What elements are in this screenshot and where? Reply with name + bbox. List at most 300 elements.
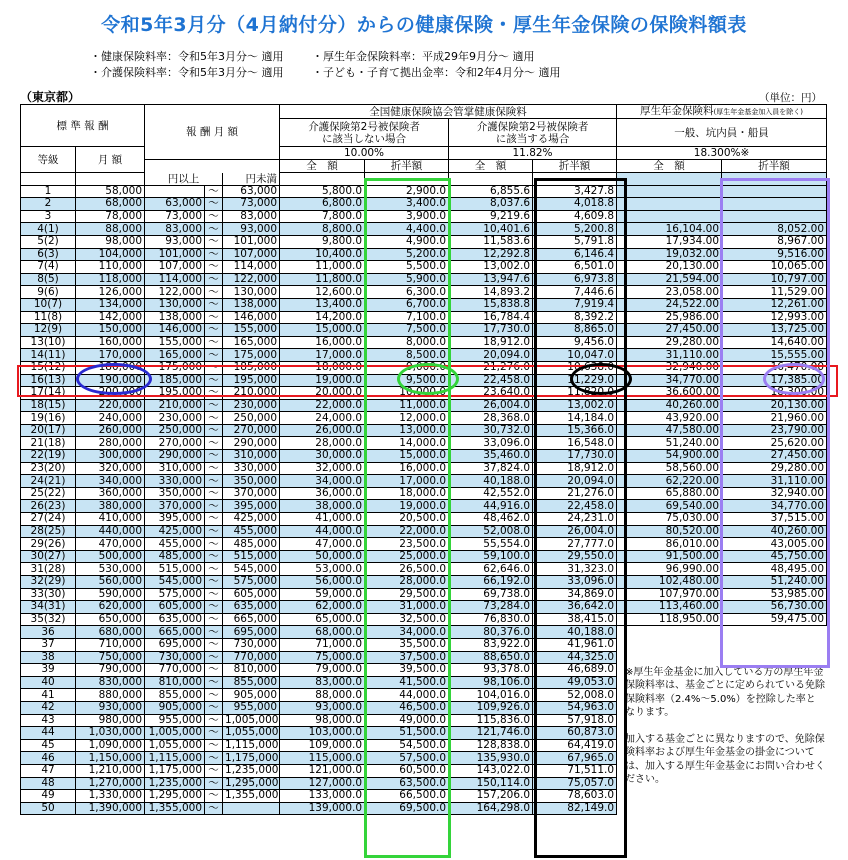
footnote: ※厚生年金基金に加入している方の厚生年金保険料率は、基金ごとに定められている免除保険料率（2.4%～5.0%）を控除した率となります。 加入する基金ごとに異なりますので、免除保険料率および厚生年金基金の掛金については、加入する厚生年金基金にお問い合わせください。 [625,667,825,786]
tilde-cell: ～ [205,298,223,311]
tilde-cell: ～ [205,525,223,538]
pension-half-cell: 20,130.00 [722,399,827,412]
total-care-cell: 15,838.8 [449,298,533,311]
total-care-cell: 13,002.0 [449,261,533,274]
tilde-cell: ～ [205,777,223,790]
pay-to-cell: 210,000 [223,387,280,400]
pension-total-cell: 25,986.00 [617,311,722,324]
total-not-care-cell: 65,000.0 [280,613,365,626]
half-care-cell: 71,511.0 [533,764,617,777]
total-not-care-cell: 11,000.0 [280,261,365,274]
grade-cell: 34(31) [21,601,76,614]
pay-to-cell: 810,000 [223,664,280,677]
half-care-cell: 6,973.8 [533,273,617,286]
pension-total-cell: 80,520.00 [617,525,722,538]
pay-from-cell: 695,000 [145,638,205,651]
half-care-cell: 82,149.0 [533,802,617,815]
tilde-cell: ～ [205,198,223,211]
pension-total-cell: 29,280.00 [617,336,722,349]
tilde-cell: ～ [205,500,223,513]
standard-amount-cell: 200,000 [76,387,145,400]
standard-amount-cell: 170,000 [76,349,145,362]
standard-amount-cell: 1,150,000 [76,752,145,765]
pension-total-cell: 16,104.00 [617,223,722,236]
pay-from-cell: 770,000 [145,664,205,677]
half-not-care-cell: 5,900.0 [365,273,449,286]
pension-half-cell: 11,529.00 [722,286,827,299]
standard-amount-cell: 1,270,000 [76,777,145,790]
half-care-cell: 21,276.0 [533,487,617,500]
pay-to-cell: 93,000 [223,223,280,236]
half-care-cell: 36,642.0 [533,601,617,614]
table-row [21,450,827,463]
pension-total-cell: 65,880.00 [617,487,722,500]
table-row [21,185,827,198]
header-kyokai: 全国健康保険協会管掌健康保険料 [280,105,617,119]
half-not-care-cell: 57,500.0 [365,752,449,765]
pay-to-cell: 230,000 [223,399,280,412]
pension-total-cell: 21,594.00 [617,273,722,286]
pay-from-cell: 73,000 [145,210,205,223]
total-care-cell: 76,830.0 [449,613,533,626]
standard-amount-cell: 150,000 [76,324,145,337]
total-not-care-cell: 71,000.0 [280,638,365,651]
grade-cell: 50 [21,802,76,815]
pay-from-cell: 93,000 [145,235,205,248]
half-care-cell: 13,002.0 [533,399,617,412]
half-care-cell: 6,501.0 [533,261,617,274]
pension-total-cell: 27,450.00 [617,324,722,337]
standard-amount-cell: 790,000 [76,664,145,677]
half-not-care-cell: 34,000.0 [365,626,449,639]
tilde-cell: ～ [205,689,223,702]
tilde-cell: ～ [205,664,223,677]
pay-to-cell: 138,000 [223,298,280,311]
pay-from-cell: 101,000 [145,248,205,261]
half-not-care-cell: 7,100.0 [365,311,449,324]
total-not-care-cell: 93,000.0 [280,701,365,714]
pay-from-cell: 1,355,000 [145,802,205,815]
total-not-care-cell: 19,000.0 [280,374,365,387]
half-care-cell: 75,057.0 [533,777,617,790]
pension-half-cell: 40,260.00 [722,525,827,538]
grade-cell: 46 [21,752,76,765]
total-not-care-cell: 98,000.0 [280,714,365,727]
half-care-cell: 8,865.0 [533,324,617,337]
total-care-cell: 30,732.0 [449,424,533,437]
pension-half-cell: 34,770.00 [722,500,827,513]
pension-half-cell: 27,450.00 [722,450,827,463]
total-care-cell: 48,462.0 [449,513,533,526]
pay-to-cell: 107,000 [223,248,280,261]
standard-amount-cell: 320,000 [76,462,145,475]
grade-cell: 39 [21,664,76,677]
grade-cell: 26(23) [21,500,76,513]
pay-from-cell: 250,000 [145,424,205,437]
half-care-cell: 10,638.0 [533,361,617,374]
half-care-cell: 7,446.6 [533,286,617,299]
tilde-cell: ～ [205,349,223,362]
header-pension [617,105,827,119]
total-not-care-cell: 127,000.0 [280,777,365,790]
header-total-2: 全 額 [449,160,533,173]
tilde-cell: ～ [205,248,223,261]
pay-from-cell: 955,000 [145,714,205,727]
pension-half-cell: 8,052.00 [722,223,827,236]
standard-amount-cell: 98,000 [76,235,145,248]
half-not-care-cell: 66,500.0 [365,790,449,803]
header-total-3: 全 額 [617,160,722,173]
half-not-care-cell: 25,000.0 [365,550,449,563]
header-grade: 等級 [21,147,76,173]
pay-from-cell: 1,115,000 [145,752,205,765]
total-care-cell: 83,922.0 [449,638,533,651]
grade-cell: 20(17) [21,424,76,437]
half-not-care-cell: 2,900.0 [365,185,449,198]
total-not-care-cell: 24,000.0 [280,412,365,425]
total-care-cell: 35,460.0 [449,450,533,463]
table-row [21,412,827,425]
table-row [21,638,827,651]
total-care-cell: 98,106.0 [449,676,533,689]
pension-half-cell: 23,790.00 [722,424,827,437]
half-not-care-cell: 60,500.0 [365,764,449,777]
pension-total-cell: 40,260.00 [617,399,722,412]
total-not-care-cell: 83,000.0 [280,676,365,689]
note-child-rate: ・子ども・子育て拠出金率：令和2年4月分～ 適用 [312,66,561,79]
pay-to-cell: 1,005,000 [223,714,280,727]
pension-total-cell: 107,970.00 [617,588,722,601]
grade-cell: 38 [21,651,76,664]
standard-amount-cell: 88,000 [76,223,145,236]
pay-to-cell: 175,000 [223,349,280,362]
pension-total-cell [617,210,722,223]
standard-amount-cell: 440,000 [76,525,145,538]
tilde-cell: ～ [205,513,223,526]
pension-total-cell [617,626,722,639]
total-care-cell: 18,912.0 [449,336,533,349]
pay-to-cell: 83,000 [223,210,280,223]
grade-cell: 28(25) [21,525,76,538]
standard-amount-cell: 680,000 [76,626,145,639]
half-care-cell: 52,008.0 [533,689,617,702]
total-not-care-cell: 59,000.0 [280,588,365,601]
half-not-care-cell: 28,000.0 [365,576,449,589]
standard-amount-cell: 1,390,000 [76,802,145,815]
table-row [21,324,827,337]
pension-half-cell: 10,797.00 [722,273,827,286]
total-care-cell: 9,219.6 [449,210,533,223]
half-not-care-cell: 31,000.0 [365,601,449,614]
half-care-cell: 15,366.0 [533,424,617,437]
standard-amount-cell: 280,000 [76,437,145,450]
tilde-cell: ～ [205,790,223,803]
pay-to-cell: 330,000 [223,462,280,475]
grade-cell: 13(10) [21,336,76,349]
total-not-care-cell: 16,000.0 [280,336,365,349]
pay-to-cell: 515,000 [223,550,280,563]
total-care-cell: 69,738.0 [449,588,533,601]
tilde-cell: ～ [205,361,223,374]
grade-cell: 47 [21,764,76,777]
pay-from-cell: 138,000 [145,311,205,324]
total-not-care-cell: 53,000.0 [280,563,365,576]
pension-half-cell: 8,967.00 [722,235,827,248]
pay-to-cell: 63,000 [223,185,280,198]
half-care-cell: 9,456.0 [533,336,617,349]
pension-total-cell: 75,030.00 [617,513,722,526]
pay-to-cell: 665,000 [223,613,280,626]
pension-half-cell: 13,725.00 [722,324,827,337]
rate-care: 11.82% [449,147,617,160]
pay-from-cell: 635,000 [145,613,205,626]
grade-cell: 29(26) [21,538,76,551]
half-care-cell: 49,053.0 [533,676,617,689]
pay-from-cell: 515,000 [145,563,205,576]
standard-amount-cell: 300,000 [76,450,145,463]
total-not-care-cell: 88,000.0 [280,689,365,702]
pension-half-cell: 16,470.00 [722,361,827,374]
grade-cell: 19(16) [21,412,76,425]
half-not-care-cell: 5,200.0 [365,248,449,261]
pay-to-cell: 1,235,000 [223,764,280,777]
header-half-1: 折半額 [365,160,449,173]
table-row [21,273,827,286]
pension-half-cell: 14,640.00 [722,336,827,349]
pay-to-cell: 73,000 [223,198,280,211]
pay-from-cell: 575,000 [145,588,205,601]
standard-amount-cell: 240,000 [76,412,145,425]
tilde-cell: ～ [205,714,223,727]
pension-half-cell: 21,960.00 [722,412,827,425]
grade-cell: 14(11) [21,349,76,362]
header-amount: 月 額 [76,147,145,173]
standard-amount-cell: 340,000 [76,475,145,488]
rate-pension: 18.300%※ [617,147,827,160]
total-not-care-cell: 115,000.0 [280,752,365,765]
standard-amount-cell: 190,000 [76,374,145,387]
table-row [21,601,827,614]
pay-from-cell: 185,000 [145,374,205,387]
grade-cell: 44 [21,727,76,740]
half-care-cell: 5,200.8 [533,223,617,236]
pay-from-cell: 122,000 [145,286,205,299]
half-not-care-cell: 4,400.0 [365,223,449,236]
half-not-care-cell: 23,500.0 [365,538,449,551]
standard-amount-cell: 980,000 [76,714,145,727]
tilde-cell: ～ [205,701,223,714]
half-not-care-cell: 12,000.0 [365,412,449,425]
grade-cell: 7(4) [21,261,76,274]
half-not-care-cell: 39,500.0 [365,664,449,677]
standard-amount-cell: 68,000 [76,198,145,211]
half-care-cell: 44,325.0 [533,651,617,664]
total-care-cell: 62,646.0 [449,563,533,576]
total-not-care-cell: 7,800.0 [280,210,365,223]
grade-cell: 32(29) [21,576,76,589]
header-not-care: 介護保険第2号被保険者 に該当しない場合 [280,119,449,147]
pension-total-cell: 91,500.00 [617,550,722,563]
note-health-rate: ・健康保険料率：令和5年3月分～ 適用 [90,50,284,63]
pay-from-cell: 605,000 [145,601,205,614]
half-not-care-cell: 8,500.0 [365,349,449,362]
grade-cell: 5(2) [21,235,76,248]
table-row [21,198,827,211]
pension-half-cell: 37,515.00 [722,513,827,526]
half-not-care-cell: 9,500.0 [365,374,449,387]
pay-from-cell: 665,000 [145,626,205,639]
tilde-cell: ～ [205,739,223,752]
total-care-cell: 73,284.0 [449,601,533,614]
pension-half-cell [722,626,827,639]
half-not-care-cell: 37,500.0 [365,651,449,664]
pay-to-cell: 350,000 [223,475,280,488]
total-not-care-cell: 17,000.0 [280,349,365,362]
grade-cell: 49 [21,790,76,803]
half-not-care-cell: 6,700.0 [365,298,449,311]
note-pension-rate: ・厚生年金保険料率：平成29年9月分～ 適用 [312,50,535,63]
total-care-cell: 6,855.6 [449,185,533,198]
total-not-care-cell: 44,000.0 [280,525,365,538]
standard-amount-cell: 1,210,000 [76,764,145,777]
tilde-cell: ～ [205,638,223,651]
total-not-care-cell: 30,000.0 [280,450,365,463]
grade-cell: 3 [21,210,76,223]
pension-total-cell: 58,560.00 [617,462,722,475]
pay-from-cell: 350,000 [145,487,205,500]
pay-from-cell: 730,000 [145,651,205,664]
grade-cell: 4(1) [21,223,76,236]
total-not-care-cell: 121,000.0 [280,764,365,777]
total-care-cell: 21,276.0 [449,361,533,374]
total-care-cell: 115,836.0 [449,714,533,727]
pension-total-cell: 51,240.00 [617,437,722,450]
half-care-cell: 40,188.0 [533,626,617,639]
half-care-cell: 14,184.0 [533,412,617,425]
pay-from-cell: 370,000 [145,500,205,513]
total-care-cell: 104,016.0 [449,689,533,702]
half-not-care-cell: 35,500.0 [365,638,449,651]
total-not-care-cell: 56,000.0 [280,576,365,589]
total-not-care-cell: 36,000.0 [280,487,365,500]
pension-half-cell: 45,750.00 [722,550,827,563]
tilde-cell: ～ [205,601,223,614]
standard-amount-cell: 750,000 [76,651,145,664]
total-care-cell: 10,401.6 [449,223,533,236]
total-care-cell: 37,824.0 [449,462,533,475]
pay-to-cell: 695,000 [223,626,280,639]
total-not-care-cell: 12,600.0 [280,286,365,299]
table-row [21,361,827,374]
table-row [21,563,827,576]
tilde-cell: ～ [205,487,223,500]
half-not-care-cell: 69,500.0 [365,802,449,815]
pension-total-cell: 20,130.00 [617,261,722,274]
pension-total-cell [617,638,722,651]
pension-total-cell: 34,770.00 [617,374,722,387]
half-not-care-cell: 49,000.0 [365,714,449,727]
total-not-care-cell: 14,200.0 [280,311,365,324]
table-row [21,513,827,526]
grade-cell: 43 [21,714,76,727]
rate-notes-left [90,49,284,81]
grade-cell: 23(20) [21,462,76,475]
pay-to-cell: 165,000 [223,336,280,349]
standard-amount-cell: 220,000 [76,399,145,412]
standard-amount-cell: 410,000 [76,513,145,526]
pay-to-cell: 425,000 [223,513,280,526]
standard-amount-cell: 930,000 [76,701,145,714]
pay-from-cell: 130,000 [145,298,205,311]
pay-to-cell: 730,000 [223,638,280,651]
standard-amount-cell: 360,000 [76,487,145,500]
grade-cell: 9(6) [21,286,76,299]
pension-half-cell: 12,993.00 [722,311,827,324]
standard-amount-cell: 880,000 [76,689,145,702]
pay-to-cell: 114,000 [223,261,280,274]
pension-total-cell: 102,480.00 [617,576,722,589]
total-not-care-cell: 13,400.0 [280,298,365,311]
pay-from-cell: 210,000 [145,399,205,412]
pay-from-cell: 395,000 [145,513,205,526]
pay-from-cell: 485,000 [145,550,205,563]
pay-from-cell: 63,000 [145,198,205,211]
half-care-cell: 8,392.2 [533,311,617,324]
pension-total-cell [617,790,722,803]
half-care-cell: 54,963.0 [533,701,617,714]
pension-total-cell [617,198,722,211]
total-not-care-cell: 68,000.0 [280,626,365,639]
grade-cell: 18(15) [21,399,76,412]
grade-cell: 10(7) [21,298,76,311]
standard-amount-cell: 530,000 [76,563,145,576]
half-not-care-cell: 13,000.0 [365,424,449,437]
pay-to-cell: 250,000 [223,412,280,425]
pension-half-cell: 48,495.00 [722,563,827,576]
total-not-care-cell: 133,000.0 [280,790,365,803]
pay-from-cell: 83,000 [145,223,205,236]
half-not-care-cell: 44,000.0 [365,689,449,702]
half-care-cell: 20,094.0 [533,475,617,488]
pay-from-cell: 1,235,000 [145,777,205,790]
half-not-care-cell: 5,500.0 [365,261,449,274]
pension-half-cell: 51,240.00 [722,576,827,589]
standard-amount-cell: 118,000 [76,273,145,286]
half-not-care-cell: 46,500.0 [365,701,449,714]
total-not-care-cell: 18,000.0 [280,361,365,374]
header-half-3: 折半額 [722,160,827,173]
total-care-cell: 93,378.0 [449,664,533,677]
total-not-care-cell: 11,800.0 [280,273,365,286]
total-not-care-cell: 75,000.0 [280,651,365,664]
tilde-cell: ～ [205,374,223,387]
pay-to-cell: 770,000 [223,651,280,664]
table-row [21,790,827,803]
total-not-care-cell: 47,000.0 [280,538,365,551]
standard-amount-cell: 560,000 [76,576,145,589]
total-care-cell: 59,100.0 [449,550,533,563]
pay-from-cell: 155,000 [145,336,205,349]
grade-cell: 12(9) [21,324,76,337]
half-not-care-cell: 18,000.0 [365,487,449,500]
pension-half-cell: 17,385.00 [722,374,827,387]
pay-to-cell: 855,000 [223,676,280,689]
total-care-cell: 44,916.0 [449,500,533,513]
total-care-cell: 150,114.0 [449,777,533,790]
standard-amount-cell: 650,000 [76,613,145,626]
total-not-care-cell: 15,000.0 [280,324,365,337]
table-row [21,462,827,475]
